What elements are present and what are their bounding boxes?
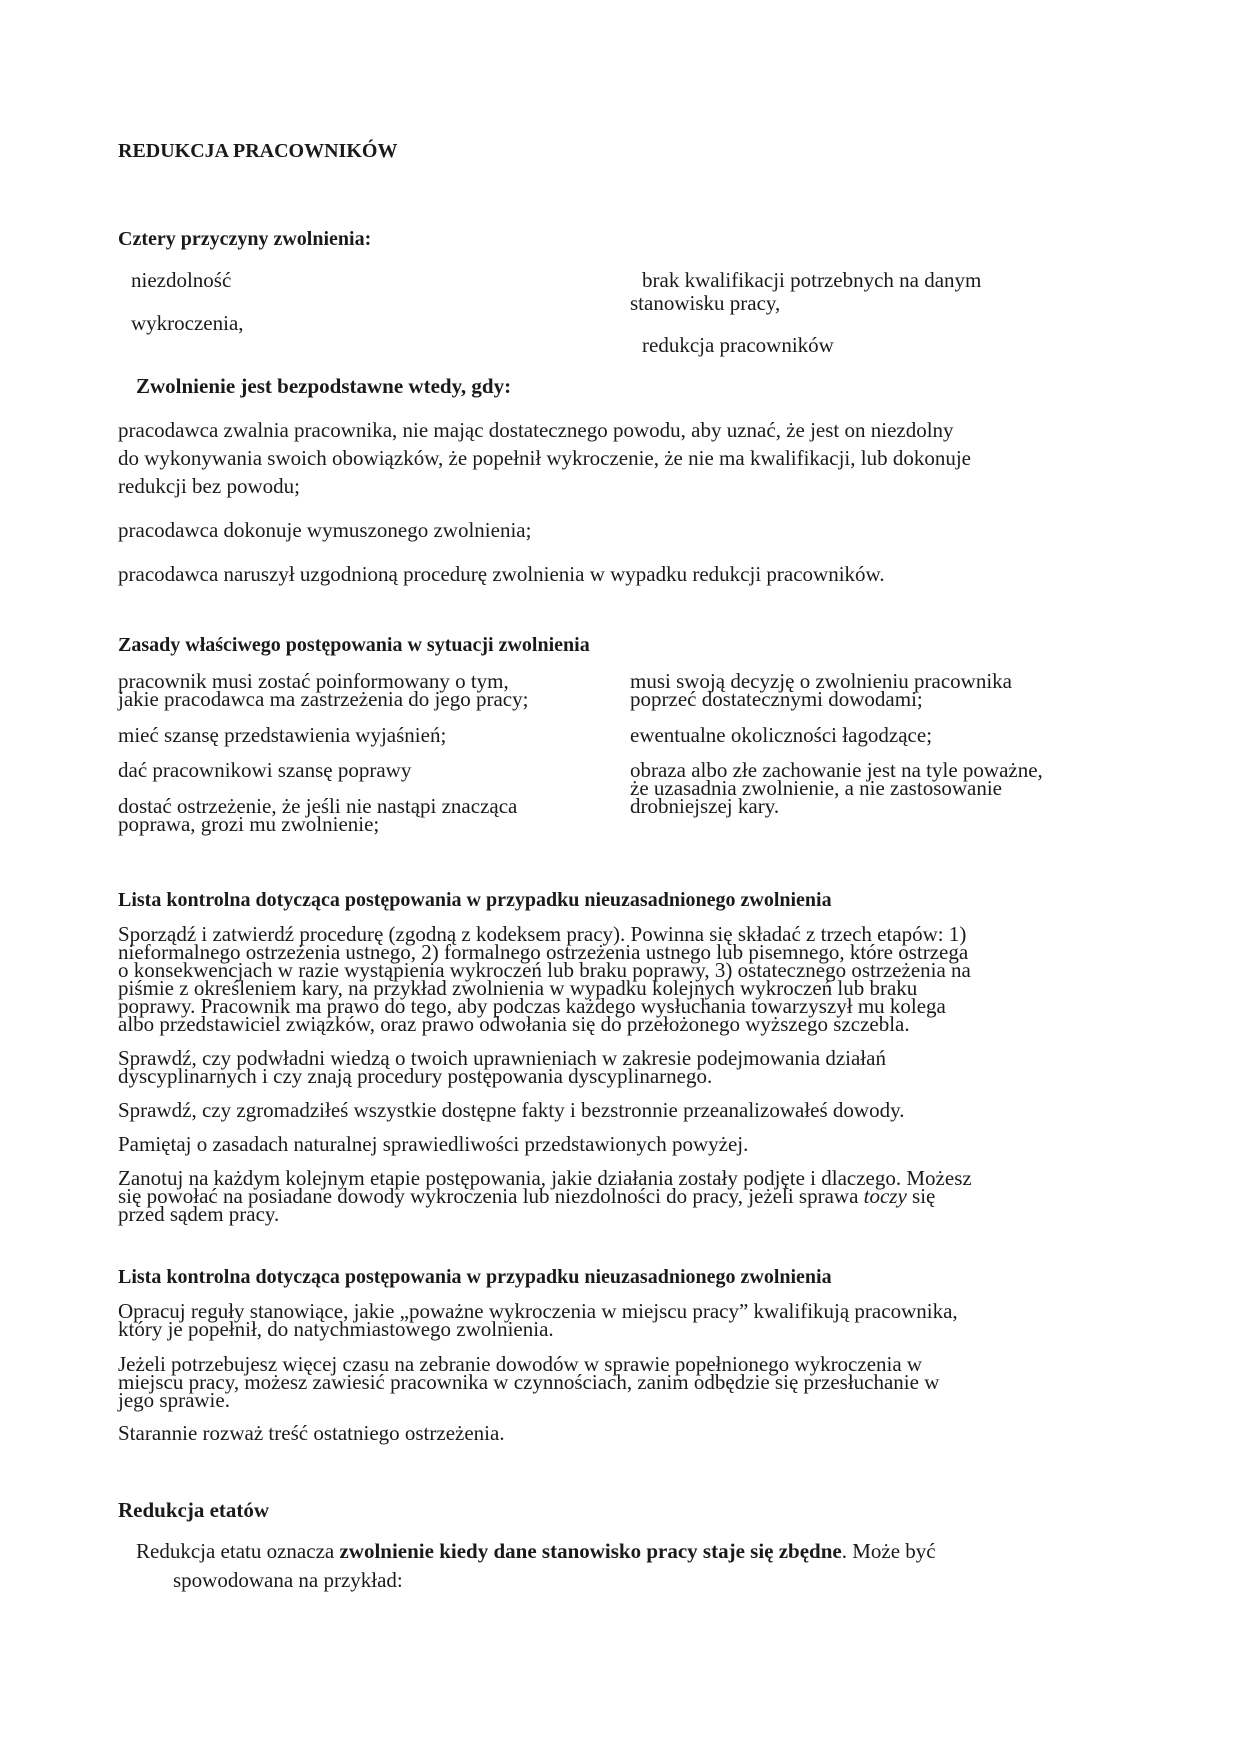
unfounded-heading: Zwolnienie jest bezpodstawne wtedy, gdy:: [136, 374, 512, 398]
reduction-heading: Redukcja etatów: [118, 1498, 270, 1522]
checklist1-paragraph: Pamiętaj o zasadach naturalnej sprawiedliwości przedstawionych powyżej.: [118, 1132, 749, 1156]
reason-item: brak kwalifikacji potrzebnych na danym: [642, 268, 982, 292]
rule-item: mieć szansę przedstawienia wyjaśnień;: [118, 723, 447, 747]
reduction-paragraph: Redukcja etatu oznacza zwolnienie kiedy dane stanowisko pracy staje się zbędne. Może być: [136, 1539, 936, 1563]
rule-item: musi swoją decyzję o zwolnieniu pracownika poprzeć dostatecznymi dowodami;: [630, 669, 1012, 711]
checklist1-heading: Lista kontrolna dotycząca postępowania w przypadku nieuzasadnionego zwolnienia: [118, 889, 832, 911]
checklist2-paragraph: Jeżeli potrzebujesz więcej czasu na zebranie dowodów w sprawie popełnionego wykroczenia w miejscu pracy, możesz zawiesić pracownika w czynnościach, zanim odbędzie się przesłuchanie w jego sprawie.: [118, 1352, 940, 1412]
rules-heading: Zasady właściwego postępowania w sytuacji zwolnienia: [118, 634, 590, 656]
rule-item: dać pracownikowi szansę poprawy: [118, 758, 412, 782]
rule-item: ewentualne okoliczności łagodzące;: [630, 723, 933, 747]
reason-item: wykroczenia,: [131, 311, 244, 335]
checklist1-paragraph: Sprawdź, czy podwładni wiedzą o twoich uprawnieniach w zakresie podejmowania działań dyscyplinarnych i czy znają procedury postępowania dyscyplinarnego.: [118, 1046, 886, 1088]
page-title: REDUKCJA PRACOWNIKÓW: [118, 140, 398, 162]
reason-item: niezdolność: [131, 268, 232, 292]
checklist2-heading: Lista kontrolna dotycząca postępowania w przypadku nieuzasadnionego zwolnienia: [118, 1266, 832, 1288]
reason-item: redukcja pracowników: [642, 333, 834, 357]
reason-item: stanowisku pracy,: [630, 291, 781, 315]
checklist2-paragraph: Starannie rozważ treść ostatniego ostrzeżenia.: [118, 1421, 505, 1445]
checklist2-paragraph: Opracuj reguły stanowiące, jakie „poważne wykroczenia w miejscu pracy” kwalifikują pracownika, który je popełnił, do natychmiastowego zwolnienia.: [118, 1299, 958, 1341]
unfounded-item: pracodawca dokonuje wymuszonego zwolnienia;: [118, 518, 532, 542]
reduction-paragraph: spowodowana na przykład:: [173, 1568, 403, 1592]
rule-item: obraza albo złe zachowanie jest na tyle poważne, że uzasadnia zwolnienie, a nie zastosowanie drobniejszej kary.: [630, 758, 1043, 818]
checklist1-paragraph: Sprawdź, czy zgromadziłeś wszystkie dostępne fakty i bezstronnie przeanalizowałeś dowody.: [118, 1098, 905, 1122]
reasons-heading: Cztery przyczyny zwolnienia:: [118, 228, 372, 250]
unfounded-item: pracodawca zwalnia pracownika, nie mając dostatecznego powodu, aby uznać, że jest on niezdolny do wykonywania swoich obowiązków, że popełnił wykroczenie, że nie ma kwalifikacji, lub dokonuje redukcji bez powodu;: [118, 418, 971, 498]
checklist1-paragraph: Zanotuj na każdym kolejnym etapie postępowania, jakie działania zostały podjęte i dlaczego. Możesz się powołać na posiadane dowody wykroczenia lub niezdolności do pracy, jeżeli sprawa toczy się przed sądem pracy.: [118, 1166, 972, 1226]
checklist1-paragraph: Sporządź i zatwierdź procedurę (zgodną z kodeksem pracy). Powinna się składać z trzech etapów: 1) nieformalnego ostrzeżenia ustnego, 2) formalnego ostrzeżenia ustnego lub pisemnego, które ostrzega o konsekwencjach w razie wystąpienia wykroczeń lub braku poprawy, 3) ostatecznego ostrzeżenia na piśmie z określeniem kary, na przykład zwolnienia w wypadku kolejnych wykroczeń lub braku poprawy. Pracownik ma prawo do tego, aby podczas każdego wysłuchania towarzyszył mu kolega albo przedstawiciel związków, oraz prawo odwołania się do przełożonego wyższego szczebla.: [118, 922, 971, 1036]
rule-item: dostać ostrzeżenie, że jeśli nie nastąpi znacząca poprawa, grozi mu zwolnienie;: [118, 794, 518, 836]
unfounded-item: pracodawca naruszył uzgodnioną procedurę zwolnienia w wypadku redukcji pracowników.: [118, 562, 885, 586]
rule-item: pracownik musi zostać poinformowany o tym, jakie pracodawca ma zastrzeżenia do jego pracy;: [118, 669, 529, 711]
